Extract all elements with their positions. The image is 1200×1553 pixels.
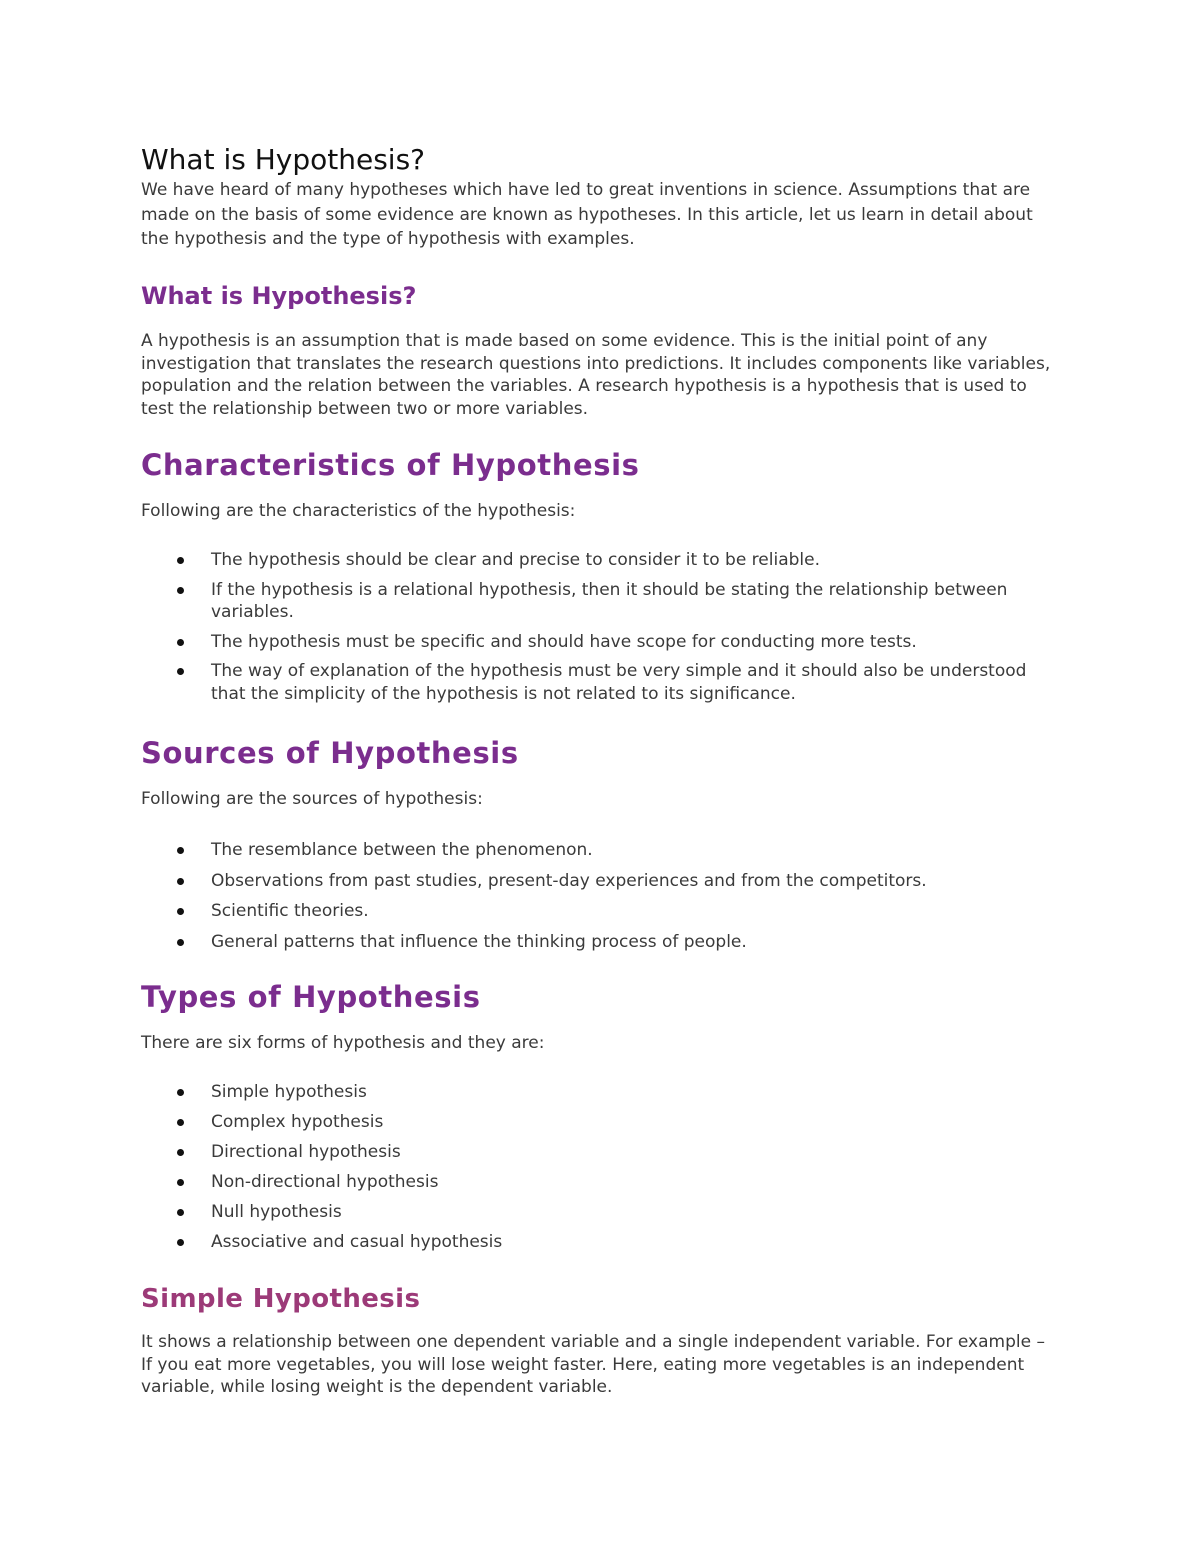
bullet-icon	[177, 939, 184, 946]
list-item	[141, 1111, 1061, 1134]
heading-simple-hypothesis: Simple Hypothesis	[141, 1284, 421, 1314]
list-item-text: Null hypothesis	[211, 1202, 342, 1222]
list-item-text: Observations from past studies, present-day experiences and from the competitors.	[211, 870, 927, 891]
bullet-icon	[177, 1119, 184, 1126]
characteristics-list	[141, 549, 1061, 712]
list-item	[141, 931, 1061, 954]
list-item	[141, 660, 1061, 705]
characteristics-lead: Following are the characteristics of the hypothesis:	[141, 501, 576, 521]
list-item	[141, 1141, 1061, 1164]
what-is-hypothesis-paragraph: A hypothesis is an assumption that is made based on some evidence. This is the initial point of any investigation that translates the research questions into predictions. It includes components like variables, population and the relation between the variables. A research hypothesis is a hypothesis that is used to test the relationship between two or more variables.	[141, 331, 1051, 419]
intro-paragraph: We have heard of many hypotheses which have led to great inventions in science. Assumptions that are made on the basis of some evidence are known as hypotheses. In this article, let us learn in detail about the hypothesis and the type of hypothesis with examples.	[141, 180, 1033, 249]
list-item-text: The resemblance between the phenomenon.	[211, 840, 593, 860]
heading-sources: Sources of Hypothesis	[141, 736, 519, 770]
list-item	[141, 1171, 1061, 1194]
bullet-icon	[177, 1089, 184, 1096]
bullet-icon	[177, 587, 184, 594]
bullet-icon	[177, 1149, 184, 1156]
list-item-text: Associative and casual hypothesis	[211, 1232, 503, 1252]
heading-characteristics: Characteristics of Hypothesis	[141, 448, 640, 482]
bullet-icon	[177, 639, 184, 646]
list-item	[141, 1201, 1061, 1224]
types-lead: There are six forms of hypothesis and they are:	[141, 1033, 545, 1053]
list-item-text: Simple hypothesis	[211, 1082, 367, 1102]
types-list	[141, 1081, 1061, 1261]
sources-list	[141, 839, 1061, 961]
list-item-text: Non-directional hypothesis	[211, 1172, 439, 1192]
document-title: What is Hypothesis?	[141, 143, 426, 176]
list-item	[141, 900, 1061, 923]
bullet-icon	[177, 1179, 184, 1186]
list-item-text: The way of explanation of the hypothesis must be very simple and it should also be understood that the simplicity of the hypothesis is not related to its significance.	[211, 661, 1027, 704]
heading-what-is-hypothesis: What is Hypothesis?	[141, 282, 417, 310]
list-item-text: The hypothesis should be clear and precise to consider it to be reliable.	[211, 550, 820, 570]
list-item	[141, 1231, 1061, 1254]
list-item	[141, 579, 1061, 624]
list-item-text: Complex hypothesis	[211, 1112, 384, 1132]
heading-types: Types of Hypothesis	[141, 980, 481, 1014]
list-item	[141, 839, 1061, 862]
list-item-text: General patterns that influence the thinking process of people.	[211, 931, 747, 952]
list-item-text: Directional hypothesis	[211, 1142, 401, 1162]
bullet-icon	[177, 908, 184, 915]
list-item	[141, 1081, 1061, 1104]
simple-hypothesis-paragraph: It shows a relationship between one dependent variable and a single independent variable. For example – If you eat more vegetables, you will lose weight faster. Here, eating more vegetables is an independent variable, while losing weight is the dependent variable.	[141, 1332, 1045, 1397]
list-item	[141, 549, 1061, 572]
bullet-icon	[177, 668, 184, 675]
bullet-icon	[177, 847, 184, 854]
bullet-icon	[177, 878, 184, 885]
list-item-text: Scientific theories.	[211, 901, 369, 921]
bullet-icon	[177, 557, 184, 564]
bullet-icon	[177, 1239, 184, 1246]
list-item-text: The hypothesis must be specific and should have scope for conducting more tests.	[211, 631, 917, 652]
list-item	[141, 870, 1061, 893]
bullet-icon	[177, 1209, 184, 1216]
list-item	[141, 631, 1061, 654]
sources-lead: Following are the sources of hypothesis:	[141, 789, 483, 809]
list-item-text: If the hypothesis is a relational hypothesis, then it should be stating the relationship between variables.	[211, 579, 1008, 622]
